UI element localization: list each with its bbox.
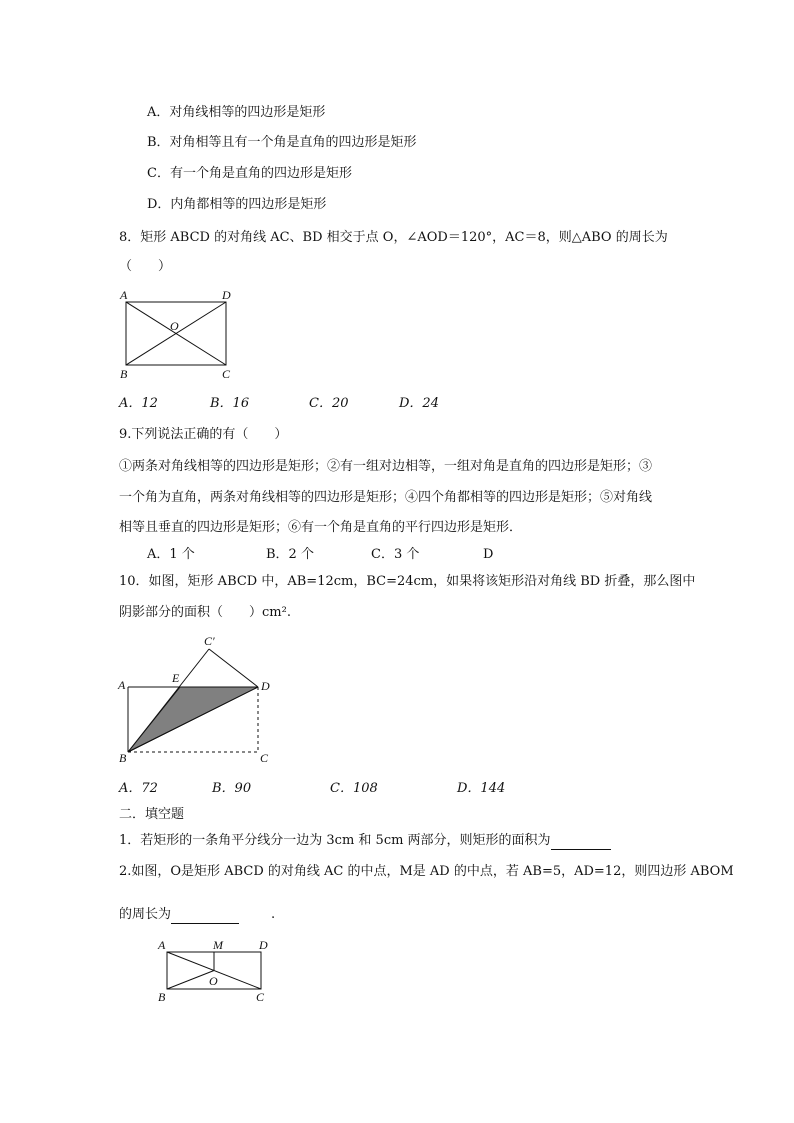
q10-fold-c-prime-d (209, 649, 258, 687)
q8-stem: 8．矩形 ABCD 的对角线 AC、BD 相交于点 O，∠AOD＝120°，AC＝8，则△ABO 的周长为 (119, 230, 668, 245)
q10-label-e: E (172, 671, 180, 685)
q8-figure (110, 283, 250, 383)
fill-q1-blank[interactable] (551, 835, 611, 850)
fill-q1 (119, 832, 611, 850)
fill-q2-perimeter (119, 906, 275, 924)
q9-statement-line-1: ①两条对角线相等的四边形是矩形；②有一组对边相等，一组对角是直角的四边形是矩形；③ (119, 459, 653, 474)
fill-q2-label-c: C (256, 990, 265, 1004)
q8-label-c: C (222, 367, 231, 381)
q8-option-b: B．16 (210, 396, 250, 411)
q8-label-d: D (222, 288, 231, 302)
q8-label-o: O (170, 319, 179, 333)
q8-option-a: A．12 (119, 396, 158, 411)
fill-q2-figure (155, 935, 275, 1005)
fill-q2-label-m: M (213, 938, 223, 952)
fill-q2-blank[interactable] (171, 909, 239, 924)
q7-option-b: B．对角相等且有一个角是直角的四边形是矩形 (147, 135, 417, 150)
q10-option-a: A．72 (119, 781, 158, 796)
q10-option-b: B．90 (212, 781, 252, 796)
q9-option-a: A．1 个 (147, 547, 195, 562)
fill-q2-text: 的周长为 (119, 907, 172, 922)
fill-q2-period: . (271, 907, 276, 922)
fill-q2-stem: 2.如图，O是矩形 ABCD 的对角线 AC 的中点，M是 AD 的中点，若 AB=5，AD=12，则四边形 ABOM (119, 864, 734, 879)
q10-label-c-prime: C′ (204, 634, 215, 648)
q9-option-c: C．3 个 (371, 547, 420, 562)
q9-option-d: D (483, 547, 494, 562)
q8-option-d: D．24 (399, 396, 439, 411)
q10-option-c: C．108 (330, 781, 378, 796)
fill-q2-segment-bo (167, 971, 214, 990)
q9-title: 9.下列说法正确的有（ ） (119, 427, 288, 442)
q10-option-d: D．144 (457, 781, 506, 796)
q10-label-c: C (260, 751, 269, 765)
q8-option-c: C．20 (309, 396, 349, 411)
q10-stem-line-1: 10．如图，矩形 ABCD 中，AB=12cm，BC=24cm，如果将该矩形沿对角线 BD 折叠，那么图中 (119, 574, 696, 589)
q7-option-d: D．内角都相等的四边形是矩形 (147, 197, 327, 212)
q9-statement-line-3: 相等且垂直的四边形是矩形；⑥有一个角是直角的平行四边形是矩形． (119, 520, 523, 535)
fill-q2-label-o: O (209, 974, 218, 988)
q8-label-b: B (120, 367, 128, 381)
q7-option-a: A．对角线相等的四边形是矩形 (147, 105, 326, 120)
q10-label-a: A (118, 678, 126, 692)
fill-q2-label-d: D (259, 938, 268, 952)
q10-figure (112, 628, 282, 768)
fill-q1-text: 1．若矩形的一条角平分线分一边为 3cm 和 5cm 两部分，则矩形的面积为 (119, 833, 551, 848)
fill-q2-label-b: B (158, 990, 166, 1004)
fill-q2-label-a: A (158, 938, 166, 952)
q8-label-a: A (120, 288, 128, 302)
q9-option-b: B．2 个 (266, 547, 314, 562)
section-2-title: 二．填空题 (119, 807, 185, 822)
q10-label-b: B (119, 751, 127, 765)
q7-option-c: C．有一个角是直角的四边形是矩形 (147, 166, 352, 181)
q8-answer-bracket: （ ） (119, 259, 172, 274)
q10-stem-line-2: 阴影部分的面积（ ）cm². (119, 605, 291, 620)
q10-label-d: D (261, 679, 270, 693)
q9-statement-line-2: 一个角为直角，两条对角线相等的四边形是矩形；④四个角都相等的四边形是矩形；⑤对角线 (119, 490, 653, 505)
